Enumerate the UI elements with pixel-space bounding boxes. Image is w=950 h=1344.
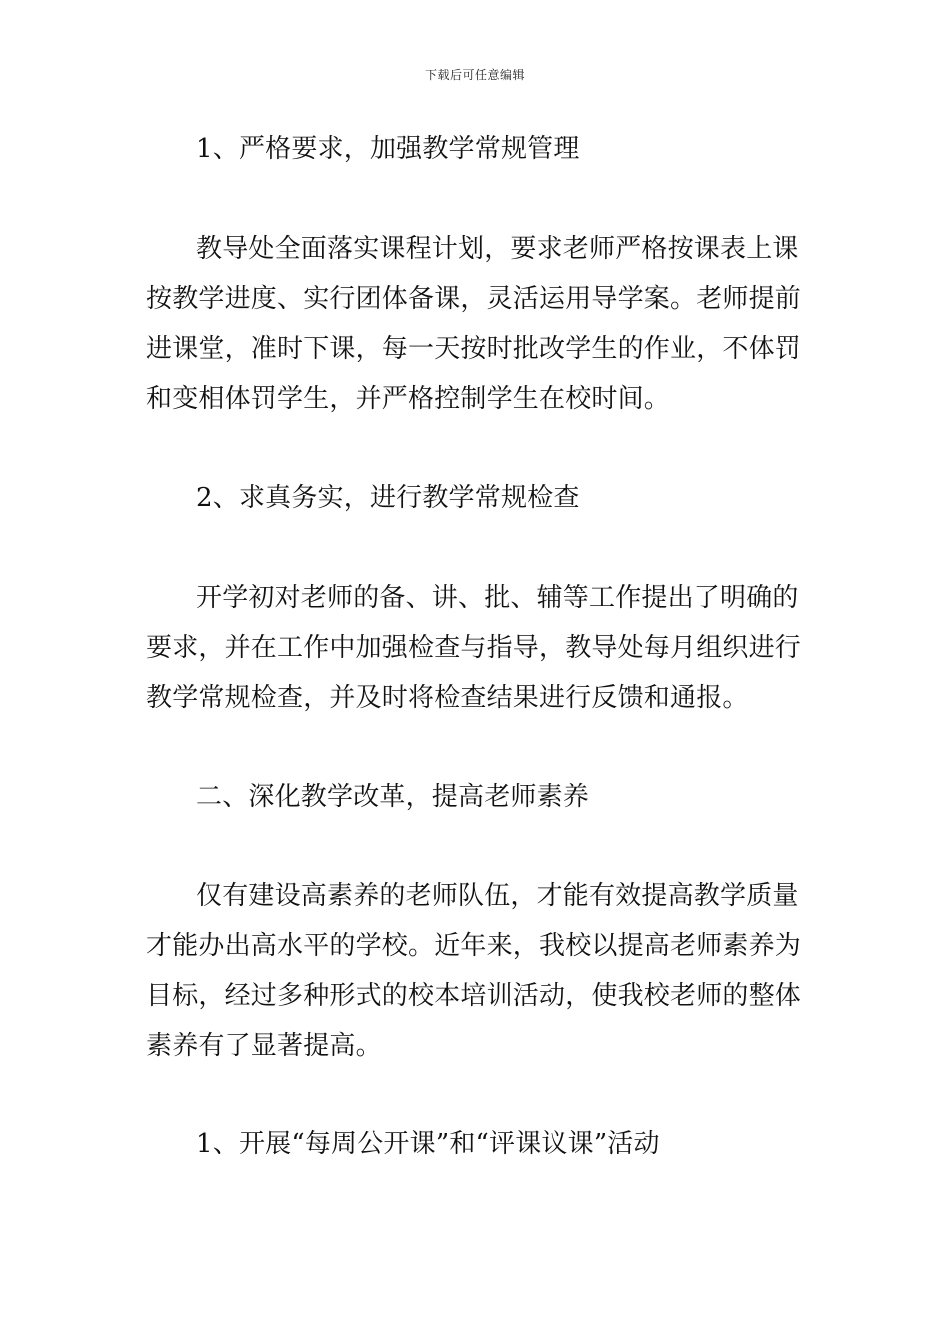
section-heading-2: 二、深化教学改革，提高老师素养 [196,782,590,812]
paragraph-1-line-3: 进课堂，准时下课，每一天按时批改学生的作业，不体罚 [146,334,802,364]
subsection-heading-3: 1、开展“每周公开课”和“评课议课”活动 [196,1129,660,1159]
paragraph-2-line-3: 教学常规检查，并及时将检查结果进行反馈和通报。 [146,683,749,713]
paragraph-3-line-2: 才能办出高水平的学校。近年来，我校以提高老师素养为 [146,931,802,961]
paragraph-3-line-3: 目标，经过多种形式的校本培训活动，使我校老师的整体 [146,981,802,1011]
paragraph-1-line-1: 教导处全面落实课程计划，要求老师严格按课表上课 [196,234,799,264]
paragraph-1-line-2: 按教学进度、实行团体备课，灵活运用导学案。老师提前 [146,284,802,314]
paragraph-3-line-4: 素养有了显著提高。 [146,1031,382,1061]
subsection-heading-2: 2、求真务实，进行教学常规检查 [196,483,580,513]
paragraph-1-line-4: 和变相体罚学生，并严格控制学生在校时间。 [146,384,671,414]
header-note: 下载后可任意编辑 [424,68,525,82]
paragraph-2-line-2: 要求，并在工作中加强检查与指导，教导处每月组织进行 [146,633,802,663]
paragraph-2-line-1: 开学初对老师的备、讲、批、辅等工作提出了明确的 [196,583,799,613]
paragraph-3-line-1: 仅有建设高素养的老师队伍，才能有效提高教学质量 [196,881,799,911]
subsection-heading-1: 1、严格要求，加强教学常规管理 [196,134,580,164]
